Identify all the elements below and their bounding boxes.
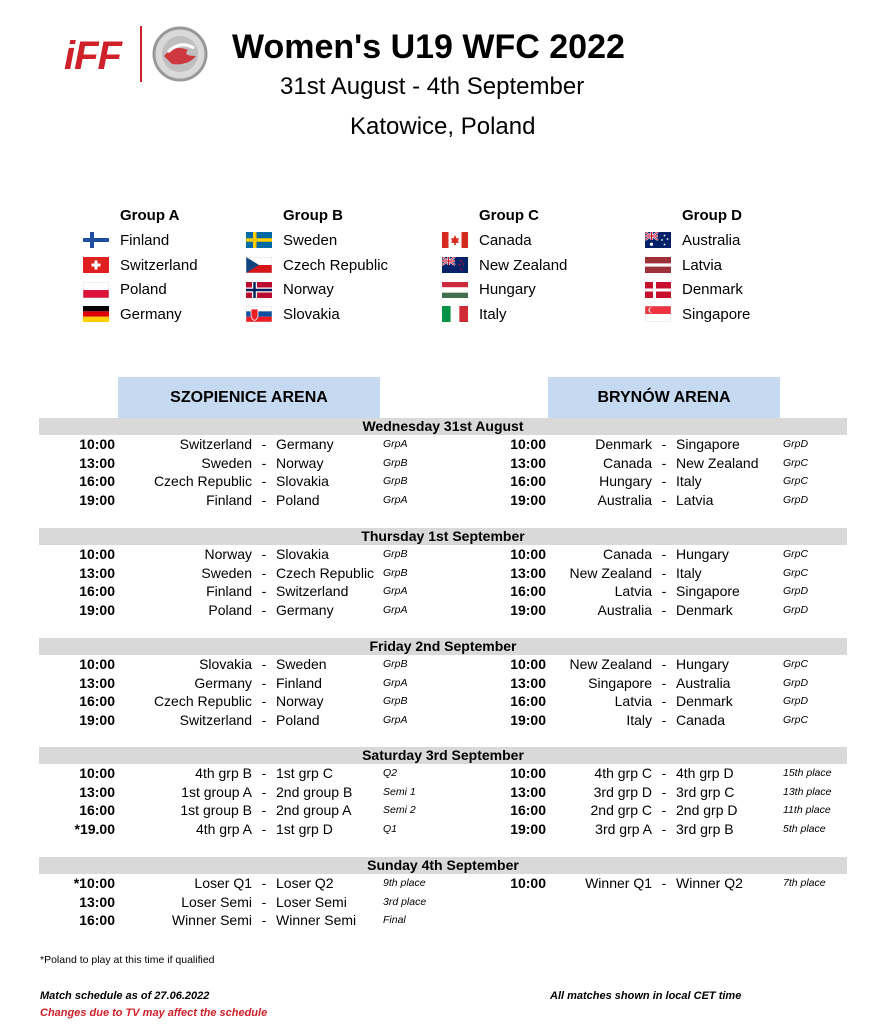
match-time: 10:00 xyxy=(510,656,546,672)
home-team: Germany xyxy=(194,674,252,691)
match-row xyxy=(0,491,877,510)
home-team: Latvia xyxy=(614,693,652,710)
team-name: Norway xyxy=(283,281,334,299)
match-dash: - xyxy=(661,436,667,452)
group-team xyxy=(246,302,388,327)
new-zealand-flag xyxy=(442,257,468,273)
match-dash: - xyxy=(661,802,667,819)
match-tag: GrpD xyxy=(783,603,809,616)
match-time: 19:00 xyxy=(510,601,546,618)
event-dates: 31st August - 4th September xyxy=(280,73,585,100)
match-time: 10:00 xyxy=(79,656,115,672)
match-dash: - xyxy=(261,802,267,819)
home-team: 3rd grp A xyxy=(595,820,652,837)
away-team: Norway xyxy=(276,454,324,471)
home-team: Singapore xyxy=(588,674,652,691)
home-team: Switzerland xyxy=(179,436,252,452)
iff-logo xyxy=(64,26,216,82)
home-team: 4th grp A xyxy=(195,820,252,837)
away-team: Denmark xyxy=(676,693,733,710)
match-tag: Final xyxy=(383,914,406,927)
match-time: 16:00 xyxy=(510,583,546,600)
group-team xyxy=(442,302,567,327)
match-tag: GrpD xyxy=(783,493,809,506)
match-dash: - xyxy=(261,546,267,562)
match-dash: - xyxy=(261,765,267,781)
away-team: 1st grp D xyxy=(276,820,333,837)
group-team xyxy=(645,228,750,253)
latvia-flag xyxy=(645,257,671,273)
team-name: Singapore xyxy=(682,305,751,323)
match-dash: - xyxy=(661,765,667,781)
match-time: 19:00 xyxy=(79,601,115,618)
home-team: Australia xyxy=(597,601,652,618)
match-tag: GrpA xyxy=(383,438,408,450)
group-team xyxy=(83,277,198,302)
match-dash: - xyxy=(261,564,267,581)
home-team: Canada xyxy=(602,546,652,562)
match-row xyxy=(0,801,877,820)
match-time: 10:00 xyxy=(510,546,546,562)
match-time: 13:00 xyxy=(79,674,115,691)
match-time: 13:00 xyxy=(79,893,115,910)
match-tag: GrpB xyxy=(383,658,408,670)
match-dash: - xyxy=(261,875,267,891)
italy-flag xyxy=(442,306,468,322)
away-team: Singapore xyxy=(676,436,740,452)
away-team: Poland xyxy=(276,711,320,728)
day-header: Thursday 1st September xyxy=(39,528,847,545)
match-tag: GrpD xyxy=(783,695,809,708)
match-time: 16:00 xyxy=(79,693,115,710)
home-team: Latvia xyxy=(614,583,652,600)
away-team: Czech Republic xyxy=(276,564,375,581)
team-name: Australia xyxy=(682,231,741,249)
match-dash: - xyxy=(661,674,667,691)
arena-right-header: BRYNÓW ARENA xyxy=(548,377,780,418)
away-team: Latvia xyxy=(676,491,714,508)
match-dash: - xyxy=(661,583,667,600)
match-tag: Q2 xyxy=(383,767,398,779)
match-tag: 7th place xyxy=(783,877,826,889)
match-dash: - xyxy=(661,601,667,618)
home-team: New Zealand xyxy=(569,656,652,672)
team-name: Italy xyxy=(479,305,507,323)
away-team: Loser Semi xyxy=(276,893,347,910)
match-row xyxy=(0,454,877,473)
match-dash: - xyxy=(661,783,667,800)
group-column xyxy=(246,206,388,327)
logo-divider xyxy=(140,26,142,82)
norway-flag xyxy=(246,282,272,298)
group-team xyxy=(442,228,567,253)
match-tag: GrpA xyxy=(383,713,408,726)
match-row xyxy=(0,655,877,674)
match-time: 13:00 xyxy=(79,783,115,800)
match-dash: - xyxy=(661,820,667,837)
away-team: Sweden xyxy=(276,656,327,672)
away-team: Switzerland xyxy=(276,583,349,600)
away-team: 2nd group B xyxy=(276,783,353,800)
away-team: Hungary xyxy=(676,656,729,672)
match-dash: - xyxy=(261,893,267,910)
page-title: Women's U19 WFC 2022 xyxy=(232,28,625,66)
away-team: 3rd grp C xyxy=(676,783,735,800)
match-tag: GrpB xyxy=(383,456,408,469)
team-name: New Zealand xyxy=(479,256,568,274)
away-team: Canada xyxy=(676,711,726,728)
match-time: 13:00 xyxy=(510,674,546,691)
away-team: Germany xyxy=(276,601,334,618)
match-time: 13:00 xyxy=(510,454,546,471)
home-team: Loser Q1 xyxy=(194,875,252,891)
match-row xyxy=(0,692,877,711)
match-tag: GrpB xyxy=(383,475,408,488)
day-header: Friday 2nd September xyxy=(39,638,847,655)
match-row xyxy=(0,545,877,564)
match-dash: - xyxy=(261,436,267,452)
group-column xyxy=(83,206,198,327)
home-team: 1st group A xyxy=(181,783,252,800)
away-team: Australia xyxy=(676,674,731,691)
match-time: 13:00 xyxy=(79,564,115,581)
match-tag: GrpA xyxy=(383,676,408,689)
match-time: 10:00 xyxy=(79,436,115,452)
match-time: 16:00 xyxy=(510,693,546,710)
home-team: 4th grp B xyxy=(195,765,252,781)
match-time: 10:00 xyxy=(510,765,546,781)
match-tag: 5th place xyxy=(783,822,826,835)
australia-flag xyxy=(645,232,671,248)
group-team xyxy=(246,228,388,253)
match-dash: - xyxy=(261,783,267,800)
group-team xyxy=(83,228,198,253)
match-row xyxy=(0,564,877,583)
denmark-flag xyxy=(645,282,671,298)
match-time: 16:00 xyxy=(79,473,115,490)
match-tag: GrpD xyxy=(783,585,809,598)
match-tag: Q1 xyxy=(383,822,398,835)
match-dash: - xyxy=(661,473,667,490)
group-team xyxy=(645,302,750,327)
match-time: 19:00 xyxy=(510,820,546,837)
group-title: Group D xyxy=(682,207,742,224)
match-tag: GrpC xyxy=(783,713,809,726)
match-tag: GrpD xyxy=(783,438,809,450)
home-team: Czech Republic xyxy=(153,473,252,490)
home-team: Loser Semi xyxy=(181,893,252,910)
tv-change-note: Changes due to TV may affect the schedule xyxy=(40,1007,268,1019)
away-team: Hungary xyxy=(676,546,729,562)
home-team: 3rd grp D xyxy=(593,783,652,800)
group-team xyxy=(645,253,750,278)
away-team: 2nd group A xyxy=(276,802,352,819)
day-header: Saturday 3rd September xyxy=(39,747,847,764)
match-tag: 13th place xyxy=(783,785,832,798)
match-dash: - xyxy=(261,711,267,728)
match-row xyxy=(0,582,877,601)
away-team: Slovakia xyxy=(276,473,329,490)
home-team: Winner Semi xyxy=(171,912,252,929)
home-team: Finland xyxy=(206,583,252,600)
match-row xyxy=(0,874,877,893)
match-dash: - xyxy=(261,674,267,691)
match-tag: Semi 1 xyxy=(383,785,416,798)
home-team: Sweden xyxy=(201,454,252,471)
match-tag: GrpD xyxy=(783,676,809,689)
home-team: Finland xyxy=(206,491,252,508)
match-dash: - xyxy=(261,601,267,618)
group-title: Group A xyxy=(120,207,180,224)
match-time: *19.00 xyxy=(74,820,115,837)
home-team: Sweden xyxy=(201,564,252,581)
group-title: Group C xyxy=(479,207,539,224)
home-team: Canada xyxy=(602,454,652,471)
match-row xyxy=(0,783,877,802)
home-team: Slovakia xyxy=(199,656,252,672)
group-team xyxy=(246,253,388,278)
home-team: Australia xyxy=(597,491,652,508)
match-time: 10:00 xyxy=(510,875,546,891)
iff-logo-text: iFF xyxy=(64,34,121,78)
team-name: Germany xyxy=(120,305,182,323)
home-team: Denmark xyxy=(595,436,652,452)
match-dash: - xyxy=(661,711,667,728)
away-team: Singapore xyxy=(676,583,740,600)
away-team: Winner Q2 xyxy=(676,875,743,891)
match-time: *10:00 xyxy=(73,875,115,891)
match-row xyxy=(0,711,877,730)
match-time: 16:00 xyxy=(79,912,115,929)
germany-flag xyxy=(83,306,109,322)
sweden-flag xyxy=(246,232,272,248)
home-team: Hungary xyxy=(599,473,652,490)
day-header: Wednesday 31st August xyxy=(39,418,847,435)
team-name: Hungary xyxy=(479,281,536,299)
away-team: 1st grp C xyxy=(276,765,333,781)
group-team xyxy=(645,277,750,302)
match-dash: - xyxy=(661,656,667,672)
match-time: 19:00 xyxy=(79,711,115,728)
away-team: 2nd grp D xyxy=(676,802,738,819)
match-tag: 9th place xyxy=(383,877,426,889)
away-team: Italy xyxy=(676,473,702,490)
match-dash: - xyxy=(261,491,267,508)
match-dash: - xyxy=(261,454,267,471)
match-row xyxy=(0,820,877,839)
match-dash: - xyxy=(261,473,267,490)
match-tag: GrpB xyxy=(383,695,408,708)
match-time: 16:00 xyxy=(510,473,546,490)
team-name: Latvia xyxy=(682,256,723,274)
group-team xyxy=(442,253,567,278)
match-dash: - xyxy=(261,693,267,710)
match-row xyxy=(0,911,877,930)
match-tag: Semi 2 xyxy=(383,804,416,817)
qualification-footnote: *Poland to play at this time if qualified xyxy=(40,954,215,966)
match-row xyxy=(0,472,877,491)
poland-flag xyxy=(83,282,109,298)
group-column xyxy=(442,206,567,327)
match-dash: - xyxy=(261,820,267,837)
home-team: 1st group B xyxy=(180,802,252,819)
away-team: 4th grp D xyxy=(676,765,734,781)
team-name: Canada xyxy=(479,231,532,249)
match-tag: GrpB xyxy=(383,548,408,560)
group-team xyxy=(246,277,388,302)
day-header: Sunday 4th September xyxy=(39,857,847,874)
home-team: Poland xyxy=(208,601,252,618)
hungary-flag xyxy=(442,282,468,298)
team-name: Sweden xyxy=(283,231,338,249)
match-dash: - xyxy=(661,454,667,471)
match-tag: 11th place xyxy=(783,804,831,817)
match-time: 16:00 xyxy=(79,802,115,819)
team-name: Slovakia xyxy=(283,305,340,323)
match-time: 19:00 xyxy=(510,711,546,728)
team-name: Czech Republic xyxy=(283,256,389,274)
home-team: 4th grp C xyxy=(594,765,652,781)
match-time: 10:00 xyxy=(79,765,115,781)
team-name: Finland xyxy=(120,231,170,249)
match-tag: GrpC xyxy=(783,475,809,488)
group-team xyxy=(83,302,198,327)
match-tag: GrpB xyxy=(383,566,408,579)
match-dash: - xyxy=(261,912,267,929)
match-tag: GrpC xyxy=(783,456,809,469)
finland-flag xyxy=(83,232,109,248)
group-title: Group B xyxy=(283,207,343,224)
wfc-emblem-icon xyxy=(148,26,212,82)
match-dash: - xyxy=(661,491,667,508)
match-time: 13:00 xyxy=(510,564,546,581)
match-time: 16:00 xyxy=(510,802,546,819)
match-row xyxy=(0,435,877,454)
match-tag: GrpA xyxy=(383,603,408,616)
home-team: Switzerland xyxy=(179,711,252,728)
group-team xyxy=(442,277,567,302)
schedule-date-note: Match schedule as of 27.06.2022 xyxy=(40,990,210,1002)
czech-flag xyxy=(246,257,272,273)
match-time: 10:00 xyxy=(510,436,546,452)
away-team: 3rd grp B xyxy=(676,820,734,837)
match-dash: - xyxy=(661,564,667,581)
match-tag: GrpC xyxy=(783,658,809,670)
match-row xyxy=(0,893,877,912)
match-time: 13:00 xyxy=(79,454,115,471)
canada-flag xyxy=(442,232,468,248)
match-dash: - xyxy=(661,546,667,562)
home-team: Winner Q1 xyxy=(585,875,652,891)
match-dash: - xyxy=(661,875,667,891)
match-dash: - xyxy=(261,583,267,600)
match-tag: GrpC xyxy=(783,548,809,560)
away-team: Loser Q2 xyxy=(276,875,334,891)
match-row xyxy=(0,764,877,783)
event-location: Katowice, Poland xyxy=(350,113,536,140)
match-dash: - xyxy=(661,693,667,710)
away-team: New Zealand xyxy=(676,454,759,471)
home-team: 2nd grp C xyxy=(590,802,652,819)
match-tag: 3rd place xyxy=(383,895,427,908)
match-time: 19:00 xyxy=(79,491,115,508)
match-row xyxy=(0,674,877,693)
away-team: Winner Semi xyxy=(276,912,357,929)
arena-left-header: SZOPIENICE ARENA xyxy=(118,377,380,418)
singapore-flag xyxy=(645,306,671,322)
away-team: Italy xyxy=(676,564,702,581)
team-name: Switzerland xyxy=(120,256,198,274)
switzerland-flag xyxy=(83,257,109,273)
away-team: Denmark xyxy=(676,601,733,618)
away-team: Slovakia xyxy=(276,546,329,562)
away-team: Germany xyxy=(276,436,334,452)
match-tag: GrpC xyxy=(783,566,809,579)
group-team xyxy=(83,253,198,278)
local-time-note: All matches shown in local CET time xyxy=(550,990,742,1002)
match-time: 16:00 xyxy=(79,583,115,600)
match-time: 13:00 xyxy=(510,783,546,800)
home-team: Norway xyxy=(204,546,252,562)
away-team: Finland xyxy=(276,674,322,691)
group-column xyxy=(645,206,750,327)
team-name: Poland xyxy=(120,281,167,299)
match-row xyxy=(0,601,877,620)
match-time: 10:00 xyxy=(79,546,115,562)
away-team: Norway xyxy=(276,693,324,710)
team-name: Denmark xyxy=(682,281,743,299)
match-dash: - xyxy=(261,656,267,672)
home-team: New Zealand xyxy=(569,564,652,581)
match-time: 19:00 xyxy=(510,491,546,508)
away-team: Poland xyxy=(276,491,320,508)
match-tag: GrpA xyxy=(383,585,408,598)
slovakia-flag xyxy=(246,306,272,322)
match-tag: GrpA xyxy=(383,493,408,506)
match-tag: 15th place xyxy=(783,767,832,779)
home-team: Italy xyxy=(626,711,652,728)
home-team: Czech Republic xyxy=(153,693,252,710)
